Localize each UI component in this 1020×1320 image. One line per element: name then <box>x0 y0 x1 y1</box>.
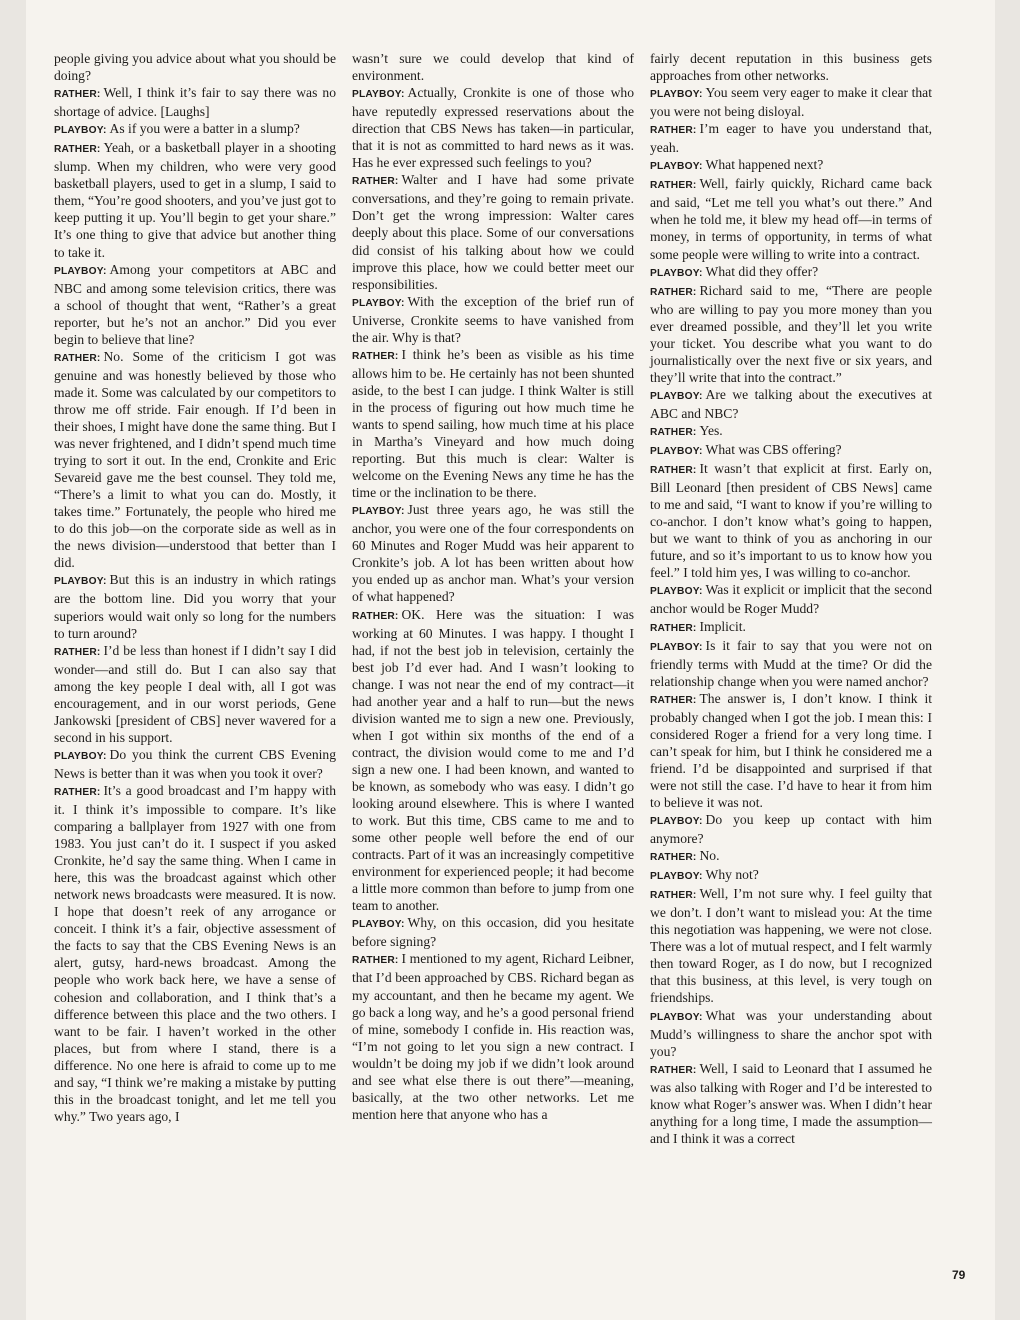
speaker-label: RATHER: <box>352 350 399 362</box>
speaker-label: RATHER: <box>54 144 101 156</box>
speaker-label: PLAYBOY: <box>352 919 405 931</box>
paragraph-text: wasn’t sure we could develop that kind of environment. <box>352 51 634 84</box>
paragraph-text: I think he’s been as visible as his time allows him to be. He certainly has not been shunted aside, to the best I can judge. I think Walter is still in the process of figuring out how much time he wants to spend sailing, how much time at his place in Martha’s Vineyard and how much doing reporting. But this much is clear: Walter is welcome on the Evening News any time he has the time or the inclination to be there. <box>352 346 634 501</box>
speaker-label: RATHER: <box>650 125 697 137</box>
paragraph-text: Are we talking about the executives at ABC and NBC? <box>650 386 932 421</box>
speaker-label: RATHER: <box>650 426 697 438</box>
paragraph-text: fairly decent reputation in this business gets approaches from other networks. <box>650 51 932 84</box>
interview-paragraph <box>650 84 932 120</box>
paragraph-text: Yeah, or a basketball player in a shooting slump. When my children, who were very good basketball players, used to get in a slump, I said to them, “You’re good shooters, and you’ve just got to keep putting it up. You’ll begin to get your share.” It’s one thing to give that advice but another thing to take it. <box>54 140 336 260</box>
speaker-label: RATHER: <box>352 610 399 622</box>
speaker-label: PLAYBOY: <box>352 89 405 101</box>
interview-paragraph <box>650 156 932 175</box>
interview-paragraph <box>650 866 932 885</box>
paragraph-text: OK. Here was the situation: I was working at 60 Minutes. I was happy. I thought I had, if not the best job in television, certainly the best job I’d ever had. And I wasn’t looking to change. I was not near the end of my contract—it had another year and a half to run—but the news division wanted me to sign a new one. Previously, when I got within six months of the end of a contract, the division would come to me and I’d sign a new one. I had been known, and wanted to be known, as somebody who was easy. I didn’t go looking around elsewhere. This is where I wanted to work. But this time, CBS came to me and to some other people well before the end of our contracts. Part of it was an increasingly competitive environment for experienced people; it had become a little more common than before to jump from one team to another. <box>352 606 634 914</box>
interview-paragraph <box>650 282 932 386</box>
paragraph-text: It’s a good broadcast and I’m happy with it. I think it’s impossible to compare. It’s like comparing a ballplayer from 1927 with one from 1983. You just can’t do it. I suspect if you asked Cronkite, he’d say the same thing. When I came in here, this was the broadcast against which other network news broadcasts were measured. It is now. I hope that doesn’t reek of any arrogance or conceit. I think it’s a fair, objective assessment of the facts to say that the CBS Evening News is an alert, gutsy, hard-news broadcast. Among the people who work back here, we have a sense of cohesion and collaboration, and I think that’s a difference between this place and the two others. I want to be fair. I haven’t worked in the other places, but from where I stand, there is a difference. No one here is afraid to come up to me and say, “I think we’re making a mistake by putting this in the broadcast tonight, and let me tell you why.” Two years ago, I <box>54 782 336 1124</box>
interview-paragraph <box>650 263 932 282</box>
speaker-label: RATHER: <box>650 180 697 192</box>
paragraph-text: Richard said to me, “There are people who are willing to pay you more money than you ever dreamed possible, and they’ll let you write your ticket. You describe what you want to do journalistically over the next five or six years, and they’ll write that into the contract.” <box>650 282 932 385</box>
interview-paragraph <box>650 1007 932 1060</box>
interview-paragraph <box>650 175 932 262</box>
speaker-label: RATHER: <box>650 852 697 864</box>
interview-paragraph <box>650 50 932 84</box>
text-column-1 <box>54 50 336 1125</box>
interview-paragraph <box>54 746 336 782</box>
interview-paragraph <box>352 50 634 84</box>
interview-paragraph <box>650 618 932 637</box>
interview-paragraph <box>54 348 336 572</box>
interview-paragraph <box>54 261 336 348</box>
speaker-label: RATHER: <box>650 1064 697 1076</box>
speaker-label: RATHER: <box>650 694 697 706</box>
paragraph-text: Well, I think it’s fair to say there was no shortage of advice. [Laughs] <box>54 85 336 120</box>
paragraph-text: Actually, Cronkite is one of those who have reputedly expressed reservations about the direction that CBS News has taken—in particular, that it is not as committed to hard news as it was. Has he ever expressed such feelings to you? <box>352 85 634 171</box>
paragraph-text: What happened next? <box>705 157 824 173</box>
paragraph-text: Yes. <box>699 422 723 438</box>
speaker-label: PLAYBOY: <box>650 1011 703 1023</box>
paragraph-text: With the exception of the brief run of Universe, Cronkite seems to have vanished from the air. Why is that? <box>352 293 634 345</box>
paragraph-text: Do you keep up contact with him anymore? <box>650 812 932 847</box>
interview-paragraph <box>650 422 932 441</box>
interview-paragraph <box>54 84 336 120</box>
paragraph-text: Was it explicit or implicit that the second anchor would be Roger Mudd? <box>650 582 932 617</box>
interview-paragraph <box>352 501 634 605</box>
paragraph-text: But this is an industry in which ratings are the bottom line. Did you worry that your superiors would wait only so long for the numbers to turn around? <box>54 572 336 641</box>
speaker-label: RATHER: <box>54 786 101 798</box>
paragraph-text: Why not? <box>705 867 759 883</box>
interview-paragraph <box>650 811 932 847</box>
page-number: 79 <box>952 1268 966 1282</box>
interview-paragraph <box>650 885 932 1006</box>
paragraph-text: Well, I said to Leonard that I assumed he was also talking with Roger and I’d be interested to know what Roger’s answer was. When I didn’t hear anything for a long time, I made the assumption—and I think it was a correct <box>650 1060 933 1146</box>
interview-paragraph <box>352 346 634 501</box>
interview-paragraph <box>352 293 634 346</box>
interview-paragraph <box>352 171 634 292</box>
paragraph-text: Well, fairly quickly, Richard came back and said, “Let me tell you what’s out there.” And when he told me, it blew my head off—in terms of money, in terms of opportunity, in terms of what some people were willing to write into a contract. <box>650 176 932 262</box>
interview-paragraph <box>352 84 634 171</box>
paragraph-text: Is it fair to say that you were not on friendly terms with Mudd at the time? Or did the relationship change when you were named anchor? <box>650 637 932 689</box>
speaker-label: PLAYBOY: <box>54 750 107 762</box>
paragraph-text: As if you were a batter in a slump? <box>109 121 300 137</box>
paragraph-text: Do you think the current CBS Evening News is better than it was when you took it over? <box>54 746 336 781</box>
interview-paragraph <box>352 950 634 1122</box>
interview-paragraph <box>54 782 336 1125</box>
interview-paragraph <box>54 120 336 139</box>
speaker-label: RATHER: <box>352 955 399 967</box>
interview-paragraph <box>650 581 932 617</box>
interview-paragraph <box>54 50 336 84</box>
interview-paragraph <box>650 847 932 866</box>
speaker-label: PLAYBOY: <box>650 89 703 101</box>
interview-paragraph <box>650 386 932 422</box>
interview-paragraph <box>650 441 932 460</box>
speaker-label: PLAYBOY: <box>650 641 703 653</box>
paragraph-text: You seem very eager to make it clear that you were not being disloyal. <box>650 85 932 120</box>
interview-paragraph <box>650 460 932 581</box>
text-column-3 <box>650 50 932 1147</box>
speaker-label: PLAYBOY: <box>650 390 703 402</box>
speaker-label: PLAYBOY: <box>650 871 703 883</box>
paragraph-text: Walter and I have had some private conversations, and they’re going to remain private. Don’t get the wrong impression: Walter cares deeply about this place. Some of our conversations did consist of his talking about how we could improve this place, how we could better meet our responsibilities. <box>352 172 634 292</box>
speaker-label: RATHER: <box>650 465 697 477</box>
paragraph-text: It wasn’t that explicit at first. Early on, Bill Leonard [then president of CBS News] came to me and said, “I want to know if you’re willing to co-anchor. I don’t know what’s going to happen, but we want to think of you as anchoring in our future, and so it’s important to us to know how you feel.” I told him yes, I was willing to co-anchor. <box>650 461 932 581</box>
speaker-label: PLAYBOY: <box>54 265 107 277</box>
text-column-2 <box>352 50 634 1123</box>
paragraph-text: Well, I’m not sure why. I feel guilty that we don’t. I don’t want to mislead you: At the time this negotiation was happening, we were not close. There was a lot of mutual respect, and I felt warmly then toward Roger, as I do now, but I recognized that this business, at this level, is very tough on friendships. <box>650 886 932 1006</box>
paragraph-text: Just three years ago, he was still the anchor, you were one of the four correspondents on 60 Minutes and Roger Mudd was heir apparent to Cronkite’s job. A lot has been written about how you ended up as anchor man. What’s your version of what happened? <box>352 502 634 605</box>
interview-paragraph <box>650 637 932 690</box>
speaker-label: PLAYBOY: <box>54 125 107 137</box>
paragraph-text: people giving you advice about what you should be doing? <box>54 51 336 84</box>
speaker-label: PLAYBOY: <box>650 586 703 598</box>
paragraph-text: What was your understanding about Mudd’s willingness to share the anchor spot with you? <box>650 1007 932 1059</box>
speaker-label: PLAYBOY: <box>54 576 107 588</box>
paragraph-text: Implicit. <box>699 618 746 634</box>
paragraph-text: I’d be less than honest if I didn’t say I did wonder—and still do. But I can also say that among the key people I deal with, all I got was encouragement, and in our worst periods, Gene Jankowski [president of CBS] never wavered for a second in his support. <box>54 642 336 745</box>
paragraph-text: I’m eager to have you understand that, yeah. <box>650 121 932 156</box>
speaker-label: PLAYBOY: <box>650 161 703 173</box>
paragraph-text: Why, on this occasion, did you hesitate before signing? <box>352 915 634 950</box>
interview-paragraph <box>54 642 336 746</box>
speaker-label: RATHER: <box>54 352 101 364</box>
interview-paragraph <box>650 120 932 156</box>
paragraph-text: What was CBS offering? <box>705 442 842 458</box>
speaker-label: RATHER: <box>54 646 101 658</box>
interview-paragraph <box>352 606 634 915</box>
interview-paragraph <box>650 690 932 811</box>
speaker-label: PLAYBOY: <box>352 297 405 309</box>
interview-paragraph <box>352 914 634 950</box>
paragraph-text: No. <box>699 848 720 864</box>
interview-paragraph <box>54 139 336 260</box>
paragraph-text: I mentioned to my agent, Richard Leibner, that I’d been approached by CBS. Richard began as my accountant, and then he became my agent. We go back a long way, and he’s a good personal friend of mine, somebody I confide in. His reaction was, “I’m not going to let you sign a new contract. I wouldn’t be doing my job if we didn’t look around and see what else there is out there”—meaning, basically, at the two other networks. Let me mention here that anyone who has a <box>352 951 634 1122</box>
speaker-label: PLAYBOY: <box>352 506 405 518</box>
speaker-label: PLAYBOY: <box>650 267 703 279</box>
interview-paragraph <box>54 571 336 641</box>
magazine-page <box>26 0 995 1320</box>
speaker-label: RATHER: <box>54 89 101 101</box>
paragraph-text: What did they offer? <box>705 263 819 279</box>
speaker-label: PLAYBOY: <box>650 816 703 828</box>
interview-paragraph <box>650 1060 932 1147</box>
paragraph-text: Among your competitors at ABC and NBC and among some television critics, there was a school of thought that went, “Rather’s a great reporter, but he’s not an anchor.” Did you ever begin to believe that line? <box>54 261 336 347</box>
speaker-label: RATHER: <box>650 286 697 298</box>
paragraph-text: The answer is, I don’t know. I think it probably changed when I got the job. I mean this: I considered Roger a friend for a very long time. I can’t speak for him, but I think he considered me a friend. I’d be disappointed and surprised if that were not still the case. I’d have to hear it from him to believe it was not. <box>650 690 932 810</box>
speaker-label: PLAYBOY: <box>650 446 703 458</box>
speaker-label: RATHER: <box>650 890 697 902</box>
speaker-label: RATHER: <box>650 622 697 634</box>
paragraph-text: No. Some of the criticism I got was genuine and was honestly believed by those who made it. Some was calculated by our competitors to throw me off stride. Fair enough. If I’d been in their shoes, I might have done the same thing. But I was never frightened, and I didn’t spend much time trying to sort it out. In the end, Cronkite and Eric Sevareid gave me the best counsel. They told me, “There’s a limit to what you can do. Mostly, it takes time.” Fortunately, the people who hired me to do this job—on the corporate side as well as in the news division—understood that better than I did. <box>54 348 336 571</box>
speaker-label: RATHER: <box>352 176 399 188</box>
